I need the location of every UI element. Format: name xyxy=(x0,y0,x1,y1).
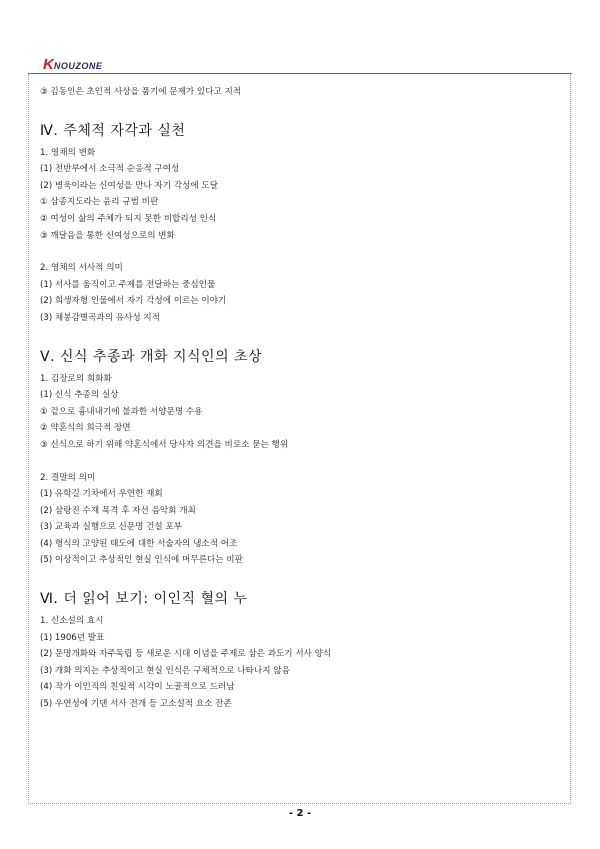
list-item: ② 약혼식의 희극적 장면 xyxy=(40,423,131,434)
section-5-sub2-title: 2. 결말의 의미 xyxy=(40,472,96,483)
list-item: (3) 채봉감별곡과의 유사성 지적 xyxy=(40,312,160,323)
list-item: (1) 서사를 움직이고 주제를 전달하는 중심인물 xyxy=(40,279,216,290)
list-item: (2) 병욱이라는 신여성을 만나 자기 각성에 도달 xyxy=(40,180,218,191)
list-item: ③ 신식으로 하기 위해 약혼식에서 당사자 의견을 비로소 묻는 행위 xyxy=(40,439,289,450)
list-item: (1) 1906년 발표 xyxy=(40,632,105,643)
list-item: (5) 이상적이고 추상적인 현실 인식에 머무른다는 비판 xyxy=(40,555,243,566)
document-body xyxy=(40,84,560,713)
knouzone-logo xyxy=(43,58,102,72)
logo-letter-k: K xyxy=(43,56,54,73)
list-item: (1) 신식 추종의 실상 xyxy=(40,390,119,401)
list-item: (1) 유학길 기차에서 우연한 재회 xyxy=(40,489,163,500)
section-5-sub1-title: 1. 김장로의 희화화 xyxy=(40,373,112,384)
list-item: (2) 문명개화와 자주독립 등 새로운 시대 이념을 주제로 삼은 과도기 서사 양식 xyxy=(40,649,332,660)
list-item: (2) 희생자형 인물에서 자기 각성에 이르는 이야기 xyxy=(40,296,227,307)
list-item: ② 여성이 삶의 주체가 되지 못한 비합리성 인식 xyxy=(40,213,217,224)
list-item: (5) 우연성에 기댄 서사 전개 등 고소설적 요소 잔존 xyxy=(40,699,232,710)
intro-line: ③ 김동인은 초인적 사상을 품기에 문제가 있다고 지적 xyxy=(40,87,242,97)
page-number: - 2 - xyxy=(288,808,312,819)
section-5-title: Ⅴ. 신식 추종과 개화 지식인의 초상 xyxy=(40,348,263,365)
section-4-sub1-title: 1. 영채의 변화 xyxy=(40,147,96,158)
section-6-title: Ⅵ. 더 읽어 보기: 이인직 혈의 누 xyxy=(40,591,248,608)
list-item: (4) 작가 이인직의 친일적 시각이 노골적으로 드러남 xyxy=(40,682,235,693)
list-item: (2) 삼랑진 수재 목격 후 자선 음악회 개최 xyxy=(40,505,196,516)
list-item: (3) 교육과 실행으로 신문명 건설 포부 xyxy=(40,522,183,533)
section-4-sub2-title: 2. 영채의 서사적 의미 xyxy=(40,263,123,274)
list-item: ① 겉으로 흉내내기에 불과한 서양문명 수용 xyxy=(40,406,203,417)
list-item: (4) 형식의 고양된 태도에 대한 서술자의 냉소적 어조 xyxy=(40,538,238,549)
spacer xyxy=(40,454,560,470)
list-item: ③ 깨달음을 통한 신여성으로의 변화 xyxy=(40,230,175,241)
spacer xyxy=(40,244,560,260)
list-item: ① 삼종지도라는 윤리 규범 비판 xyxy=(40,197,159,208)
section-4-title: Ⅳ. 주체적 자각과 실천 xyxy=(40,122,186,139)
list-item: (1) 전반부에서 소극적 순응적 구여성 xyxy=(40,164,180,175)
section-6-sub1-title: 1. 신소설의 효시 xyxy=(40,616,104,627)
list-item: (3) 개화 의지는 추상적이고 현실 인식은 구체적으로 나타나지 않음 xyxy=(40,665,290,676)
logo-wordmark: NOUZONE xyxy=(53,61,103,71)
